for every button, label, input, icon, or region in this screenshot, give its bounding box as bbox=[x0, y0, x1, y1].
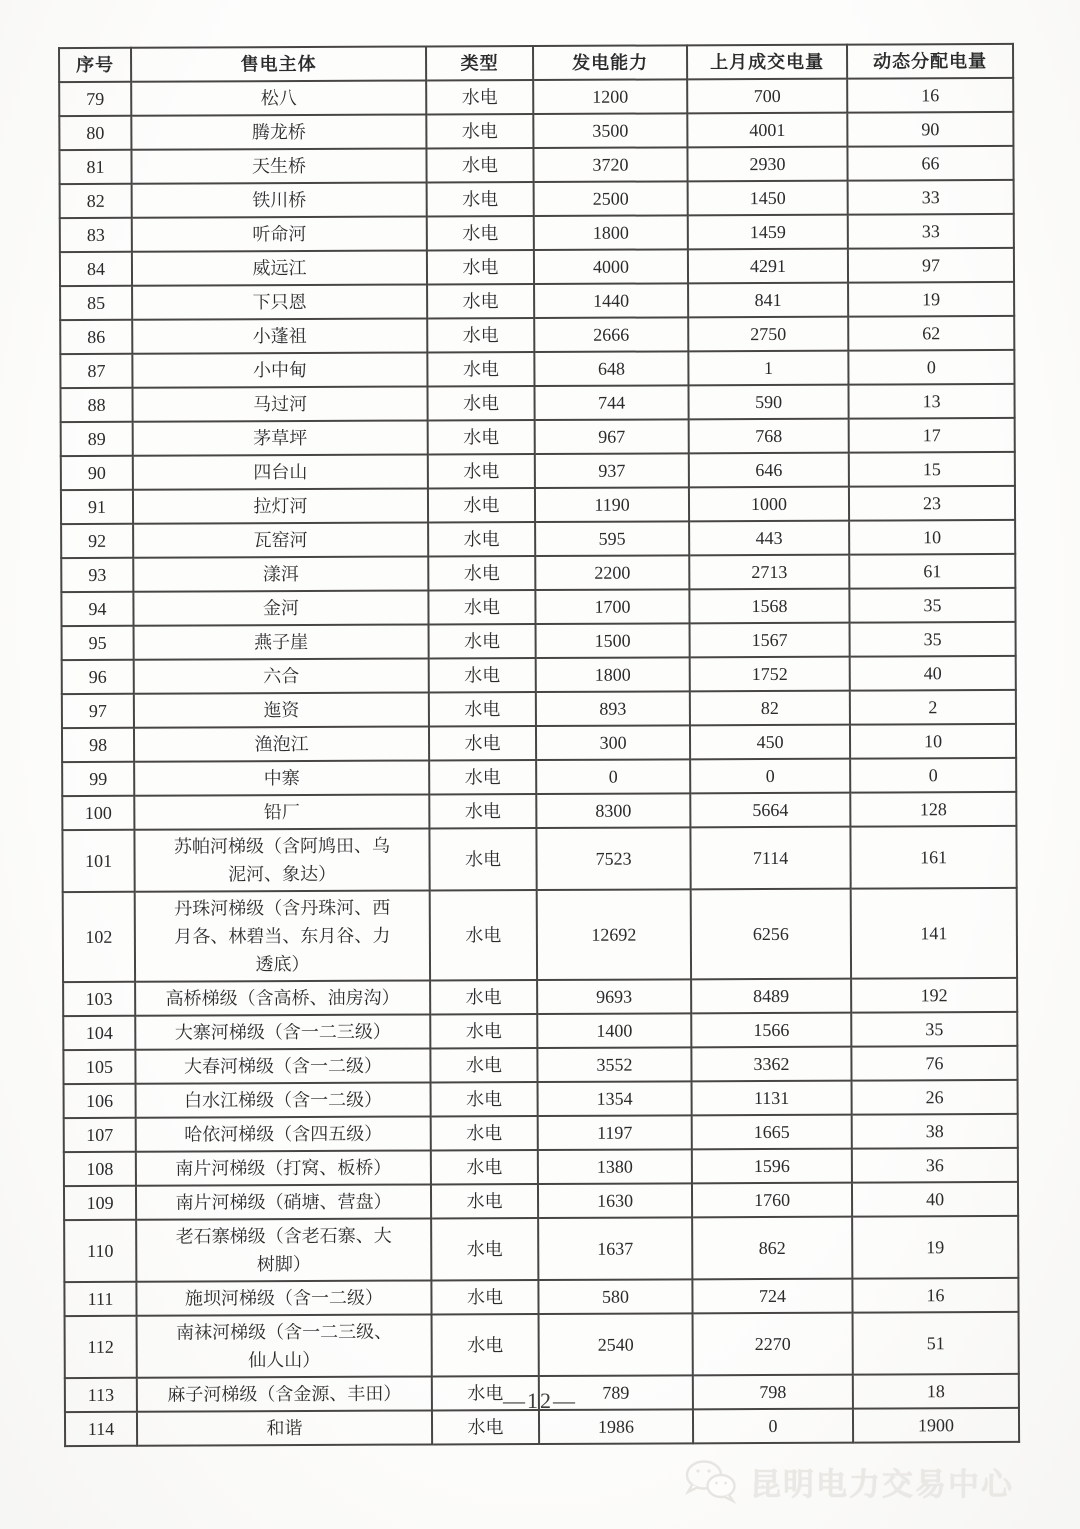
table-row bbox=[64, 1216, 1018, 1282]
table-row bbox=[60, 384, 1014, 422]
cell-seller-entity: 漾洱 bbox=[133, 556, 428, 591]
cell-serial-number: 80 bbox=[59, 116, 131, 150]
cell-dynamic-allocation: 38 bbox=[852, 1114, 1018, 1149]
cell-type: 水电 bbox=[426, 148, 533, 182]
cell-last-month-volume: 798 bbox=[693, 1375, 853, 1410]
cell-generation-capacity: 789 bbox=[539, 1375, 693, 1410]
cell-generation-capacity: 9693 bbox=[537, 979, 691, 1014]
table-row bbox=[60, 248, 1014, 286]
cell-dynamic-allocation: 161 bbox=[850, 826, 1016, 889]
cell-generation-capacity: 1354 bbox=[538, 1081, 692, 1116]
cell-last-month-volume: 443 bbox=[689, 521, 849, 556]
cell-seller-entity: 丹珠河梯级（含丹珠河、西 月各、林碧当、东月谷、力 透底） bbox=[135, 890, 430, 981]
cell-serial-number: 104 bbox=[63, 1016, 135, 1050]
cell-last-month-volume: 2270 bbox=[693, 1313, 853, 1376]
cell-type: 水电 bbox=[432, 1410, 539, 1444]
cell-seller-entity: 大春河梯级（含一二级） bbox=[135, 1048, 430, 1083]
cell-seller-entity: 小蓬祖 bbox=[132, 318, 427, 353]
cell-seller-entity: 小中甸 bbox=[132, 352, 427, 387]
cell-generation-capacity: 1400 bbox=[537, 1013, 691, 1048]
cell-last-month-volume: 0 bbox=[690, 759, 850, 794]
table-row bbox=[63, 1046, 1017, 1084]
cell-generation-capacity: 8300 bbox=[536, 793, 690, 828]
cell-last-month-volume: 6256 bbox=[691, 889, 851, 980]
cell-dynamic-allocation: 128 bbox=[850, 792, 1016, 827]
cell-seller-entity: 下只恩 bbox=[132, 284, 427, 319]
cell-dynamic-allocation: 35 bbox=[849, 588, 1015, 623]
table-row bbox=[63, 1012, 1017, 1050]
cell-serial-number: 92 bbox=[61, 524, 133, 558]
cell-seller-entity: 南片河梯级（打窝、板桥） bbox=[136, 1150, 431, 1185]
cell-dynamic-allocation: 141 bbox=[851, 888, 1017, 979]
cell-generation-capacity: 1380 bbox=[538, 1149, 692, 1184]
cell-dynamic-allocation: 35 bbox=[851, 1012, 1017, 1047]
cell-serial-number: 98 bbox=[62, 728, 134, 762]
table-row bbox=[64, 1182, 1018, 1220]
watermark-label: 昆明电力交易中心 bbox=[750, 1466, 1014, 1502]
cell-seller-entity: 南袜河梯级（含一二三级、 仙人山） bbox=[137, 1314, 432, 1377]
table-row bbox=[61, 588, 1015, 626]
table-row bbox=[64, 1114, 1018, 1152]
cell-type: 水电 bbox=[429, 794, 536, 828]
cell-serial-number: 82 bbox=[60, 184, 132, 218]
cell-dynamic-allocation: 62 bbox=[848, 316, 1014, 351]
cell-generation-capacity: 1630 bbox=[538, 1183, 692, 1218]
cell-dynamic-allocation: 40 bbox=[852, 1182, 1018, 1217]
cell-generation-capacity: 12692 bbox=[537, 889, 691, 980]
cell-type: 水电 bbox=[428, 454, 535, 488]
cell-seller-entity: 高桥梯级（含高桥、油房沟） bbox=[135, 980, 430, 1015]
cell-dynamic-allocation: 192 bbox=[851, 978, 1017, 1013]
cell-type: 水电 bbox=[428, 590, 535, 624]
cell-generation-capacity: 937 bbox=[535, 453, 689, 488]
table-row bbox=[59, 112, 1013, 150]
cell-seller-entity: 燕子崖 bbox=[134, 624, 429, 659]
cell-dynamic-allocation: 0 bbox=[848, 350, 1014, 385]
table-row bbox=[63, 978, 1017, 1016]
table-body bbox=[59, 78, 1019, 1446]
cell-dynamic-allocation: 36 bbox=[852, 1148, 1018, 1183]
cell-seller-entity: 听命河 bbox=[132, 216, 427, 251]
cell-last-month-volume: 1459 bbox=[688, 215, 848, 250]
table-row bbox=[60, 180, 1014, 218]
cell-dynamic-allocation: 13 bbox=[848, 384, 1014, 419]
table-row bbox=[61, 418, 1015, 456]
cell-type: 水电 bbox=[429, 726, 536, 760]
cell-type: 水电 bbox=[430, 980, 537, 1014]
cell-seller-entity: 渔泡江 bbox=[134, 726, 429, 761]
cell-last-month-volume: 82 bbox=[690, 691, 850, 726]
table-row bbox=[60, 316, 1014, 354]
cell-seller-entity: 大寨河梯级（含一二三级） bbox=[135, 1014, 430, 1049]
cell-dynamic-allocation: 17 bbox=[849, 418, 1015, 453]
cell-generation-capacity: 3552 bbox=[537, 1047, 691, 1082]
cell-dynamic-allocation: 10 bbox=[850, 724, 1016, 759]
cell-seller-entity: 天生桥 bbox=[131, 148, 426, 183]
cell-generation-capacity: 1800 bbox=[536, 657, 690, 692]
cell-serial-number: 110 bbox=[64, 1220, 136, 1282]
cell-generation-capacity: 1440 bbox=[534, 283, 688, 318]
cell-type: 水电 bbox=[428, 556, 535, 590]
cell-type: 水电 bbox=[427, 318, 534, 352]
cell-last-month-volume: 1760 bbox=[692, 1183, 852, 1218]
cell-generation-capacity: 1190 bbox=[535, 487, 689, 522]
cell-type: 水电 bbox=[428, 420, 535, 454]
cell-serial-number: 85 bbox=[60, 286, 132, 320]
power-sellers-table bbox=[58, 43, 1020, 1447]
cell-serial-number: 101 bbox=[62, 830, 134, 892]
cell-last-month-volume: 1752 bbox=[690, 657, 850, 692]
table-row bbox=[59, 78, 1013, 116]
cell-seller-entity: 白水江梯级（含一二级） bbox=[136, 1082, 431, 1117]
cell-dynamic-allocation: 51 bbox=[853, 1312, 1019, 1375]
cell-serial-number: 83 bbox=[60, 218, 132, 252]
cell-seller-entity: 南片河梯级（硝塘、营盘） bbox=[136, 1184, 431, 1219]
cell-generation-capacity: 893 bbox=[536, 691, 690, 726]
cell-generation-capacity: 2200 bbox=[535, 555, 689, 590]
cell-last-month-volume: 1567 bbox=[690, 623, 850, 658]
cell-seller-entity: 中寨 bbox=[134, 760, 429, 795]
cell-type: 水电 bbox=[428, 522, 535, 556]
cell-serial-number: 94 bbox=[61, 592, 133, 626]
cell-seller-entity: 铅厂 bbox=[134, 794, 429, 829]
cell-type: 水电 bbox=[431, 1150, 538, 1184]
cell-last-month-volume: 4001 bbox=[687, 113, 847, 148]
cell-generation-capacity: 744 bbox=[534, 385, 688, 420]
cell-dynamic-allocation: 16 bbox=[852, 1278, 1018, 1313]
cell-generation-capacity: 300 bbox=[536, 725, 690, 760]
cell-last-month-volume: 1000 bbox=[689, 487, 849, 522]
cell-last-month-volume: 2750 bbox=[688, 317, 848, 352]
cell-dynamic-allocation: 19 bbox=[848, 282, 1014, 317]
cell-generation-capacity: 1986 bbox=[539, 1409, 693, 1444]
cell-type: 水电 bbox=[431, 1218, 538, 1280]
cell-generation-capacity: 648 bbox=[534, 351, 688, 386]
cell-serial-number: 88 bbox=[60, 388, 132, 422]
table-row bbox=[62, 792, 1016, 830]
cell-serial-number: 113 bbox=[65, 1378, 137, 1412]
cell-last-month-volume: 768 bbox=[689, 419, 849, 454]
cell-last-month-volume: 0 bbox=[693, 1409, 853, 1444]
cell-type: 水电 bbox=[426, 80, 533, 114]
header-type: 类型 bbox=[426, 46, 533, 80]
cell-type: 水电 bbox=[427, 216, 534, 250]
cell-seller-entity: 哈依河梯级（含四五级） bbox=[136, 1116, 431, 1151]
cell-dynamic-allocation: 23 bbox=[849, 486, 1015, 521]
page-number: —12— bbox=[503, 1388, 577, 1413]
cell-generation-capacity: 1200 bbox=[533, 79, 687, 114]
cell-type: 水电 bbox=[429, 828, 536, 890]
cell-serial-number: 97 bbox=[62, 694, 134, 728]
cell-type: 水电 bbox=[426, 114, 533, 148]
cell-type: 水电 bbox=[429, 658, 536, 692]
cell-generation-capacity: 7523 bbox=[536, 827, 690, 890]
cell-seller-entity: 马过河 bbox=[132, 386, 427, 421]
cell-serial-number: 105 bbox=[63, 1050, 135, 1084]
cell-last-month-volume: 1131 bbox=[692, 1081, 852, 1116]
cell-seller-entity: 拉灯河 bbox=[133, 488, 428, 523]
cell-serial-number: 79 bbox=[59, 82, 131, 116]
cell-type: 水电 bbox=[432, 1376, 539, 1410]
cell-serial-number: 89 bbox=[61, 422, 133, 456]
cell-seller-entity: 瓦窑河 bbox=[133, 522, 428, 557]
table-row bbox=[62, 622, 1016, 660]
cell-last-month-volume: 841 bbox=[688, 283, 848, 318]
cell-dynamic-allocation: 2 bbox=[850, 690, 1016, 725]
cell-serial-number: 86 bbox=[60, 320, 132, 354]
cell-type: 水电 bbox=[430, 890, 537, 980]
table-row bbox=[64, 1278, 1018, 1316]
cell-dynamic-allocation: 35 bbox=[850, 622, 1016, 657]
cell-last-month-volume: 862 bbox=[692, 1217, 852, 1280]
cell-seller-entity: 铁川桥 bbox=[132, 182, 427, 217]
header-seller-entity: 售电主体 bbox=[131, 46, 426, 81]
cell-type: 水电 bbox=[427, 284, 534, 318]
cell-serial-number: 112 bbox=[65, 1316, 137, 1378]
cell-seller-entity: 六合 bbox=[134, 658, 429, 693]
cell-dynamic-allocation: 33 bbox=[848, 180, 1014, 215]
table-row bbox=[62, 724, 1016, 762]
cell-generation-capacity: 3500 bbox=[533, 113, 687, 148]
table-header-row bbox=[59, 44, 1013, 82]
cell-serial-number: 107 bbox=[64, 1118, 136, 1152]
cell-dynamic-allocation: 19 bbox=[852, 1216, 1018, 1279]
cell-serial-number: 100 bbox=[62, 796, 134, 830]
cell-last-month-volume: 646 bbox=[689, 453, 849, 488]
cell-generation-capacity: 1197 bbox=[538, 1115, 692, 1150]
cell-seller-entity: 茅草坪 bbox=[133, 420, 428, 455]
cell-serial-number: 84 bbox=[60, 252, 132, 286]
cell-generation-capacity: 580 bbox=[538, 1279, 692, 1314]
cell-serial-number: 108 bbox=[64, 1152, 136, 1186]
table-row bbox=[61, 554, 1015, 592]
cell-generation-capacity: 2540 bbox=[539, 1313, 693, 1376]
cell-seller-entity: 威远江 bbox=[132, 250, 427, 285]
table-row bbox=[59, 146, 1013, 184]
cell-last-month-volume: 1665 bbox=[692, 1115, 852, 1150]
cell-serial-number: 81 bbox=[59, 150, 131, 184]
cell-dynamic-allocation: 66 bbox=[847, 146, 1013, 181]
cell-last-month-volume: 450 bbox=[690, 725, 850, 760]
cell-dynamic-allocation: 26 bbox=[852, 1080, 1018, 1115]
cell-seller-entity: 迤资 bbox=[134, 692, 429, 727]
cell-serial-number: 87 bbox=[60, 354, 132, 388]
cell-last-month-volume: 3362 bbox=[691, 1047, 851, 1082]
table-row bbox=[61, 486, 1015, 524]
cell-last-month-volume: 2930 bbox=[687, 147, 847, 182]
table-row bbox=[61, 520, 1015, 558]
cell-serial-number: 95 bbox=[62, 626, 134, 660]
cell-dynamic-allocation: 76 bbox=[851, 1046, 1017, 1081]
cell-generation-capacity: 4000 bbox=[534, 249, 688, 284]
cell-serial-number: 99 bbox=[62, 762, 134, 796]
table-row bbox=[60, 350, 1014, 388]
cell-generation-capacity: 1500 bbox=[536, 623, 690, 658]
cell-last-month-volume: 1568 bbox=[689, 589, 849, 624]
table-row bbox=[62, 690, 1016, 728]
cell-dynamic-allocation: 40 bbox=[850, 656, 1016, 691]
cell-generation-capacity: 595 bbox=[535, 521, 689, 556]
cell-type: 水电 bbox=[429, 692, 536, 726]
cell-generation-capacity: 2666 bbox=[534, 317, 688, 352]
table-row bbox=[64, 1148, 1018, 1186]
cell-dynamic-allocation: 15 bbox=[849, 452, 1015, 487]
table-row bbox=[62, 656, 1016, 694]
cell-serial-number: 102 bbox=[63, 892, 135, 982]
cell-type: 水电 bbox=[432, 1314, 539, 1376]
cell-type: 水电 bbox=[427, 250, 534, 284]
cell-serial-number: 90 bbox=[61, 456, 133, 490]
table-row bbox=[60, 214, 1014, 252]
cell-serial-number: 111 bbox=[64, 1282, 136, 1316]
cell-generation-capacity: 2500 bbox=[534, 181, 688, 216]
cell-serial-number: 93 bbox=[61, 558, 133, 592]
cell-seller-entity: 老石寨梯级（含老石寨、大 树脚） bbox=[136, 1218, 431, 1281]
cell-last-month-volume: 8489 bbox=[691, 979, 851, 1014]
header-dynamic-allocation: 动态分配电量 bbox=[847, 44, 1013, 79]
cell-dynamic-allocation: 10 bbox=[849, 520, 1015, 555]
cell-type: 水电 bbox=[431, 1184, 538, 1218]
table-row bbox=[65, 1312, 1019, 1378]
header-serial-number: 序号 bbox=[59, 48, 131, 82]
cell-serial-number: 114 bbox=[65, 1412, 137, 1446]
cell-type: 水电 bbox=[431, 1082, 538, 1116]
cell-dynamic-allocation: 90 bbox=[847, 112, 1013, 147]
cell-type: 水电 bbox=[431, 1116, 538, 1150]
header-generation-capacity: 发电能力 bbox=[533, 45, 687, 80]
table-row bbox=[64, 1080, 1018, 1118]
wechat-icon bbox=[682, 1458, 740, 1504]
cell-type: 水电 bbox=[427, 182, 534, 216]
cell-last-month-volume: 724 bbox=[692, 1279, 852, 1314]
cell-last-month-volume: 4291 bbox=[688, 249, 848, 284]
table-row bbox=[62, 758, 1016, 796]
cell-seller-entity: 麻子河梯级（含金源、丰田） bbox=[137, 1376, 432, 1411]
cell-serial-number: 106 bbox=[64, 1084, 136, 1118]
table-row bbox=[60, 282, 1014, 320]
cell-type: 水电 bbox=[431, 1280, 538, 1314]
cell-type: 水电 bbox=[430, 1014, 537, 1048]
cell-last-month-volume: 1450 bbox=[688, 181, 848, 216]
cell-last-month-volume: 7114 bbox=[690, 827, 850, 890]
cell-type: 水电 bbox=[429, 760, 536, 794]
cell-generation-capacity: 967 bbox=[535, 419, 689, 454]
cell-dynamic-allocation: 16 bbox=[847, 78, 1013, 113]
cell-seller-entity: 金河 bbox=[133, 590, 428, 625]
cell-last-month-volume: 2713 bbox=[689, 555, 849, 590]
table-row bbox=[63, 888, 1017, 982]
table-row bbox=[61, 452, 1015, 490]
cell-serial-number: 96 bbox=[62, 660, 134, 694]
cell-last-month-volume: 1 bbox=[688, 351, 848, 386]
cell-type: 水电 bbox=[427, 352, 534, 386]
cell-dynamic-allocation: 18 bbox=[853, 1374, 1019, 1409]
cell-seller-entity: 和谐 bbox=[137, 1410, 432, 1445]
cell-generation-capacity: 1637 bbox=[538, 1217, 692, 1280]
cell-type: 水电 bbox=[429, 624, 536, 658]
watermark bbox=[682, 1458, 1014, 1504]
cell-generation-capacity: 1700 bbox=[535, 589, 689, 624]
table-row bbox=[62, 826, 1016, 892]
cell-dynamic-allocation: 33 bbox=[848, 214, 1014, 249]
cell-type: 水电 bbox=[430, 1048, 537, 1082]
cell-seller-entity: 松八 bbox=[131, 80, 426, 115]
table-sheet bbox=[58, 43, 1018, 1447]
cell-seller-entity: 腾龙桥 bbox=[131, 114, 426, 149]
cell-generation-capacity: 1800 bbox=[534, 215, 688, 250]
cell-type: 水电 bbox=[427, 386, 534, 420]
cell-last-month-volume: 5664 bbox=[690, 793, 850, 828]
cell-serial-number: 109 bbox=[64, 1186, 136, 1220]
cell-last-month-volume: 590 bbox=[688, 385, 848, 420]
cell-serial-number: 103 bbox=[63, 982, 135, 1016]
cell-last-month-volume: 1566 bbox=[691, 1013, 851, 1048]
header-last-month-volume: 上月成交电量 bbox=[687, 45, 847, 80]
cell-generation-capacity: 0 bbox=[536, 759, 690, 794]
cell-last-month-volume: 700 bbox=[687, 79, 847, 114]
cell-serial-number: 91 bbox=[61, 490, 133, 524]
cell-seller-entity: 施坝河梯级（含一二级） bbox=[136, 1280, 431, 1315]
cell-type: 水电 bbox=[428, 488, 535, 522]
cell-dynamic-allocation: 97 bbox=[848, 248, 1014, 283]
cell-dynamic-allocation: 1900 bbox=[853, 1408, 1019, 1443]
cell-dynamic-allocation: 0 bbox=[850, 758, 1016, 793]
cell-dynamic-allocation: 61 bbox=[849, 554, 1015, 589]
cell-seller-entity: 四台山 bbox=[133, 454, 428, 489]
cell-seller-entity: 苏帕河梯级（含阿鸠田、乌 泥河、象达） bbox=[134, 828, 429, 891]
cell-last-month-volume: 1596 bbox=[692, 1149, 852, 1184]
cell-generation-capacity: 3720 bbox=[533, 147, 687, 182]
